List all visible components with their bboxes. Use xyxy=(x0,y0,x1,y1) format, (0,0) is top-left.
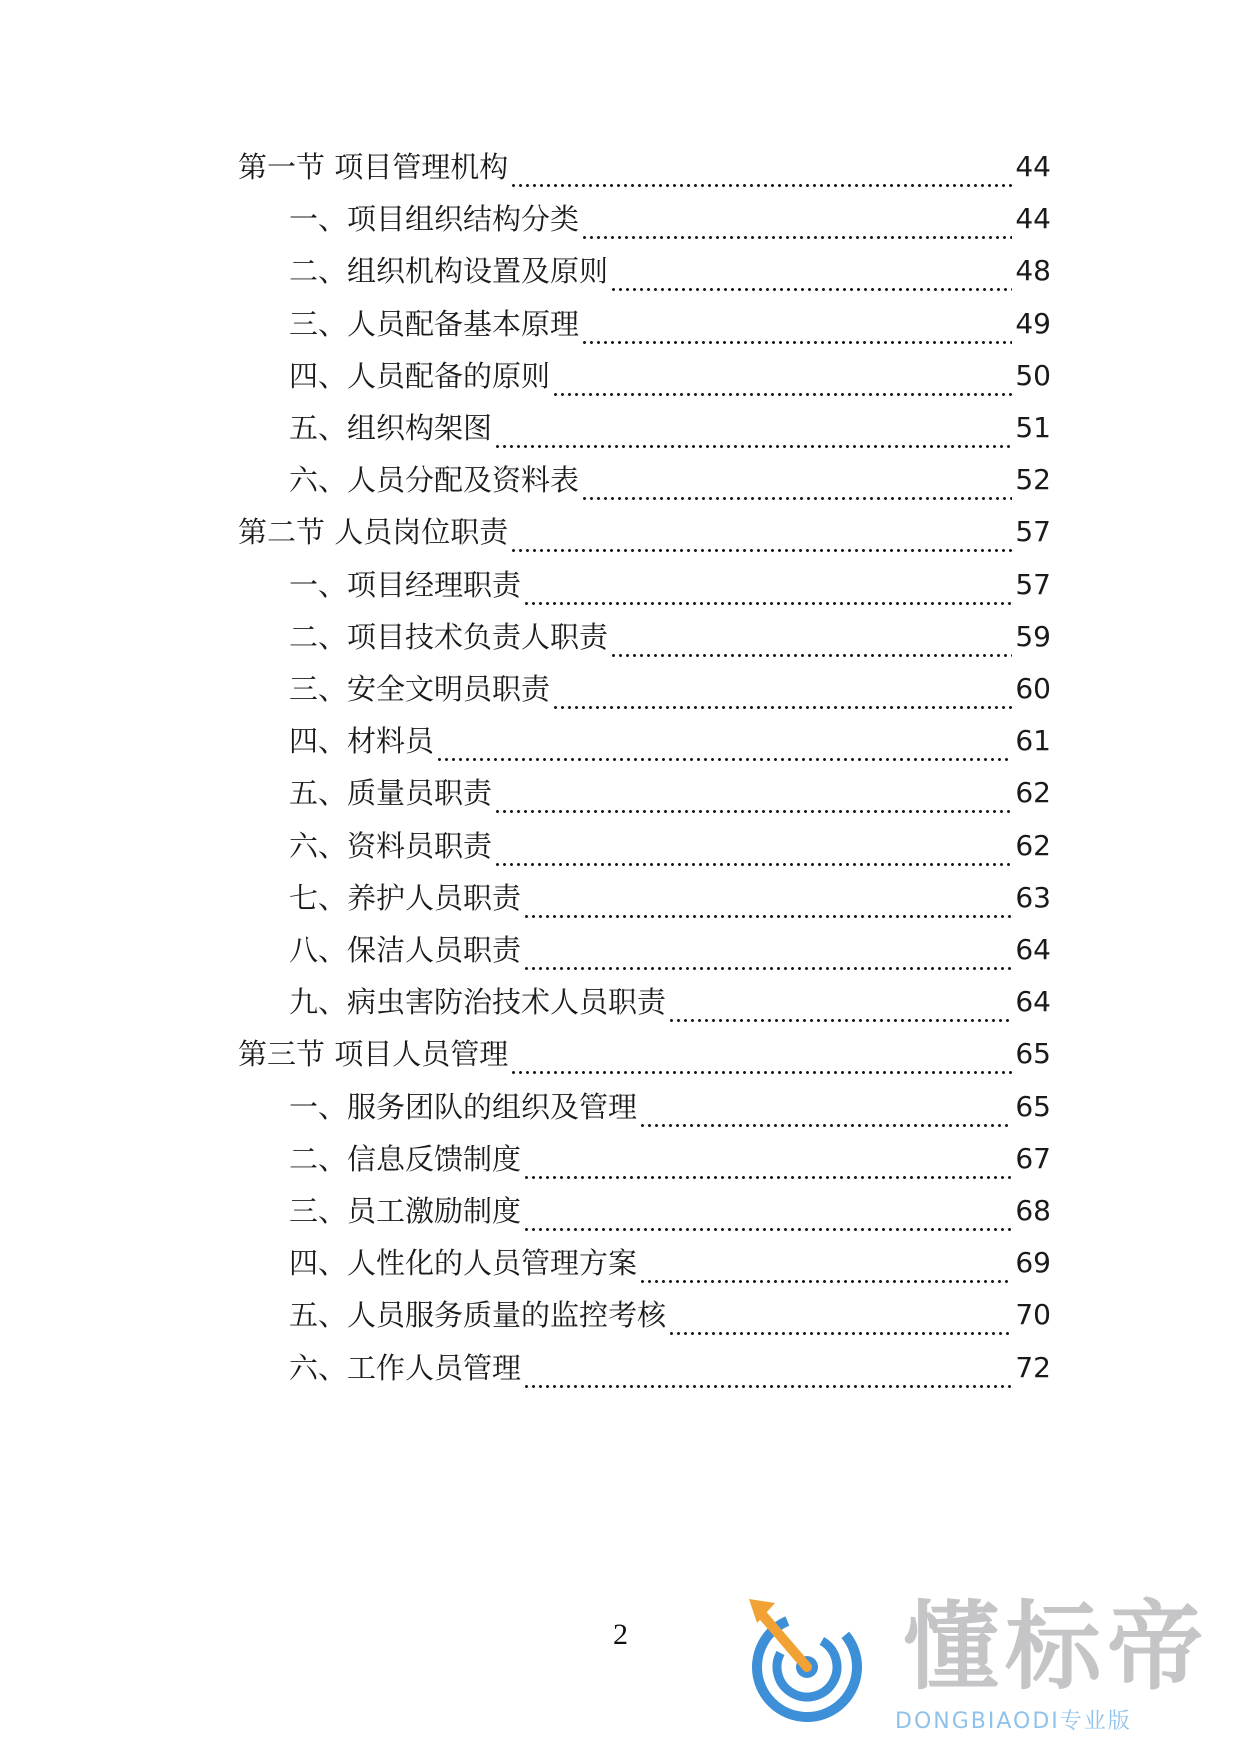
toc-entry-title: 四、材料员 xyxy=(289,724,435,759)
toc-dot-leader xyxy=(523,1356,1012,1390)
toc-entry-title: 第二节 人员岗位职责 xyxy=(238,515,509,550)
toc-subsection-entry[interactable] xyxy=(289,563,1051,607)
toc-entry-page: 65 xyxy=(1015,1089,1051,1123)
toc-entry-page: 72 xyxy=(1015,1350,1051,1384)
toc-subsection-entry[interactable] xyxy=(289,1189,1051,1233)
toc-entry-title: 三、人员配备基本原理 xyxy=(289,306,580,341)
toc-entry-page: 57 xyxy=(1015,567,1051,601)
toc-dot-leader xyxy=(639,1251,1012,1285)
toc-subsection-entry[interactable] xyxy=(289,719,1051,763)
toc-entry-page: 69 xyxy=(1015,1246,1051,1280)
toc-entry-page: 67 xyxy=(1015,1141,1051,1175)
toc-entry-page: 64 xyxy=(1015,933,1051,966)
toc-subsection-entry[interactable] xyxy=(289,928,1051,972)
toc-dot-leader xyxy=(552,677,1012,711)
toc-dot-leader xyxy=(581,468,1012,502)
toc-dot-leader xyxy=(581,312,1012,346)
toc-dot-leader xyxy=(668,1303,1012,1337)
toc-dot-leader xyxy=(523,886,1012,920)
toc-dot-leader xyxy=(581,207,1012,241)
toc-dot-leader xyxy=(610,625,1012,659)
toc-dot-leader xyxy=(610,259,1012,293)
toc-dot-leader xyxy=(494,416,1012,450)
toc-dot-leader xyxy=(510,1042,1012,1076)
target-arrow-icon xyxy=(745,1585,875,1735)
toc-entry-title: 三、安全文明员职责 xyxy=(289,672,551,706)
watermark-subtitle: DONGBIAODI专业版 xyxy=(895,1709,1132,1734)
toc-entry-title: 第一节 项目管理机构 xyxy=(238,150,509,184)
toc-dot-leader xyxy=(494,834,1012,868)
toc-entry-title: 二、项目技术负责人职责 xyxy=(289,619,609,654)
toc-entry-page: 60 xyxy=(1015,672,1051,705)
toc-entry-page: 51 xyxy=(1015,411,1051,444)
toc-subsection-entry[interactable] xyxy=(289,1346,1051,1390)
toc-entry-title: 六、资料员职责 xyxy=(289,828,493,863)
toc-entry-title: 三、员工激励制度 xyxy=(289,1194,522,1228)
toc-entry-title: 八、保洁人员职责 xyxy=(289,933,522,967)
toc-subsection-entry[interactable] xyxy=(289,1137,1051,1181)
toc-subsection-entry[interactable] xyxy=(289,354,1051,398)
watermark-brand-name: 懂标帝 xyxy=(903,1591,1209,1703)
toc-dot-leader xyxy=(510,520,1012,554)
toc-entry-title: 五、组织构架图 xyxy=(289,411,493,445)
toc-dot-leader xyxy=(668,990,1012,1024)
toc-entry-page: 48 xyxy=(1015,254,1051,288)
toc-entry-page: 61 xyxy=(1015,724,1051,758)
toc-entry-page: 44 xyxy=(1015,202,1051,236)
toc-entry-title: 六、人员分配及资料表 xyxy=(289,463,580,498)
toc-subsection-entry[interactable] xyxy=(289,667,1051,711)
toc-entry-page: 59 xyxy=(1015,619,1051,653)
toc-entry-title: 六、工作人员管理 xyxy=(289,1350,522,1385)
toc-section-entry[interactable] xyxy=(238,510,1051,554)
toc-dot-leader xyxy=(523,573,1012,607)
toc-entry-title: 一、项目经理职责 xyxy=(289,567,522,602)
toc-entry-page: 64 xyxy=(1015,985,1051,1019)
toc-subsection-entry[interactable] xyxy=(289,197,1051,241)
toc-entry-page: 62 xyxy=(1015,828,1051,862)
toc-subsection-entry[interactable] xyxy=(289,980,1051,1024)
toc-dot-leader xyxy=(523,1147,1012,1181)
toc-entry-page: 62 xyxy=(1015,776,1051,810)
toc-entry-title: 一、服务团队的组织及管理 xyxy=(289,1089,638,1124)
toc-entry-page: 57 xyxy=(1015,515,1051,549)
toc-subsection-entry[interactable] xyxy=(289,615,1051,659)
watermark-logo xyxy=(745,1585,1225,1745)
toc-entry-page: 49 xyxy=(1015,306,1051,340)
toc-dot-leader xyxy=(552,364,1012,398)
toc-entry-title: 七、养护人员职责 xyxy=(289,880,522,915)
toc-dot-leader xyxy=(510,155,1012,189)
toc-entry-page: 70 xyxy=(1015,1298,1051,1332)
page-number: 2 xyxy=(613,1618,628,1651)
toc-entry-title: 一、项目组织结构分类 xyxy=(289,202,580,237)
toc-entry-title: 五、质量员职责 xyxy=(289,776,493,811)
toc-entry-page: 50 xyxy=(1015,358,1051,392)
toc-subsection-entry[interactable] xyxy=(289,876,1051,920)
toc-subsection-entry[interactable] xyxy=(289,824,1051,868)
toc-dot-leader xyxy=(523,938,1012,972)
toc-subsection-entry[interactable] xyxy=(289,249,1051,293)
toc-entry-page: 44 xyxy=(1015,150,1051,183)
toc-entry-title: 二、组织机构设置及原则 xyxy=(289,254,609,289)
toc-entry-page: 68 xyxy=(1015,1194,1051,1227)
toc-dot-leader xyxy=(436,729,1012,763)
toc-entry-title: 五、人员服务质量的监控考核 xyxy=(289,1298,667,1333)
toc-dot-leader xyxy=(523,1199,1012,1233)
toc-entry-title: 四、人性化的人员管理方案 xyxy=(289,1246,638,1281)
toc-entry-page: 63 xyxy=(1015,880,1051,914)
toc-section-entry[interactable] xyxy=(238,145,1051,189)
toc-dot-leader xyxy=(494,781,1012,815)
toc-subsection-entry[interactable] xyxy=(289,1085,1051,1129)
toc-subsection-entry[interactable] xyxy=(289,1241,1051,1285)
toc-subsection-entry[interactable] xyxy=(289,1293,1051,1337)
toc-entry-page: 52 xyxy=(1015,463,1051,497)
toc-entry-title: 九、病虫害防治技术人员职责 xyxy=(289,985,667,1020)
toc-dot-leader xyxy=(639,1095,1012,1129)
toc-entry-title: 第三节 项目人员管理 xyxy=(238,1037,509,1072)
toc-subsection-entry[interactable] xyxy=(289,458,1051,502)
toc-entry-page: 65 xyxy=(1015,1037,1051,1071)
toc-entry-title: 二、信息反馈制度 xyxy=(289,1141,522,1176)
toc-section-entry[interactable] xyxy=(238,1032,1051,1076)
toc-subsection-entry[interactable] xyxy=(289,406,1051,450)
toc-subsection-entry[interactable] xyxy=(289,302,1051,346)
toc-entry-title: 四、人员配备的原则 xyxy=(289,358,551,393)
toc-subsection-entry[interactable] xyxy=(289,771,1051,815)
